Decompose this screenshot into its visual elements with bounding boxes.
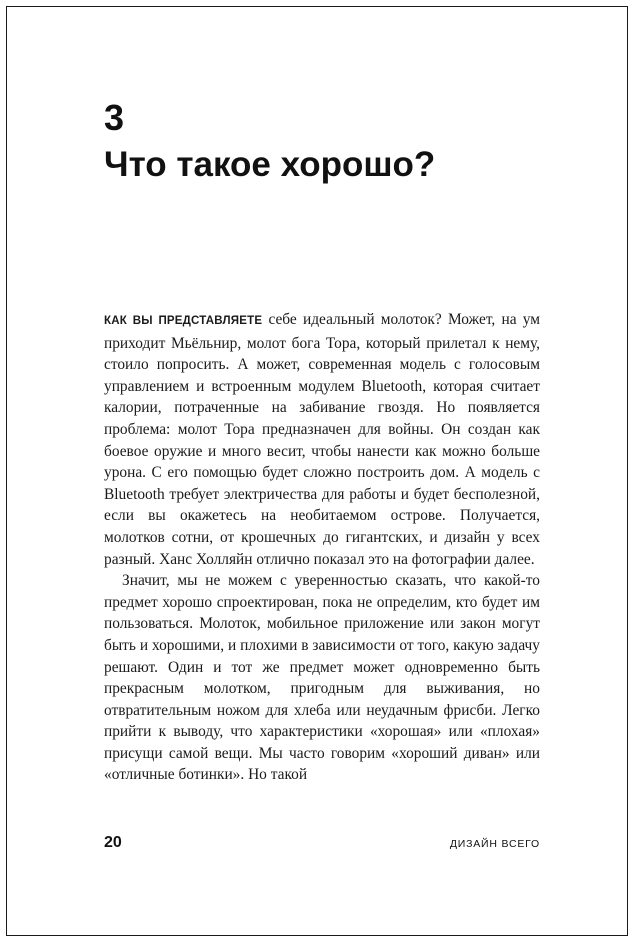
chapter-number: 3 xyxy=(104,97,125,138)
paragraph-1 xyxy=(104,309,540,570)
paragraph-2: Значит, мы не можем с уверенностью сказать, что какой-то предмет хорошо спроектирован, пока не определим, кто будет им пользоваться. Молоток, мобильное приложение или закон могут быть и хорошими, и плохими в зависимости от того, какую задачу решают. Один и тот же предмет может одновременно быть прекрасным молотком, пригодным для выживания, но отвратительным ножом для хлеба или неудачным фрисби. Легко прийти к выводу, что характеристики «хорошая» или «плохая» присущи самой вещи. Мы часто говорим «хороший диван» или «отличные ботинки». Но такой xyxy=(104,572,540,784)
running-footer-book-title: ДИЗАЙН ВСЕГО xyxy=(449,838,540,850)
body-text xyxy=(104,309,540,786)
page-number: 20 xyxy=(104,834,122,851)
lead-in-caps: КАК ВЫ ПРЕДСТАВЛЯЕТЕ xyxy=(104,315,263,327)
paragraph-1-text: себе идеальный молоток? Может, на ум приходит Мьёльнир, молот бога Тора, который прилетал к нему, стоило попросить. А может, современная модель с голосовым управлением и встроенным модулем Bluetooth, которая считает калории, потраченные на забивание гвоздя. Но появляется проблема: молот Тора предназначен для войны. Он создан как боевое оружие и много весит, чтобы нанести как можно больше урона. С его помощью будет сложно построить дом. А модель с Bluetooth требует электричества для работы и будет бесполезной, если вы окажетесь на необитаемом острове. Получается, молотков сотни, от крошечных до гигантских, и дизайн у всех разный. Ханс Холляйн отлично показал это на фотографии далее. xyxy=(104,311,540,568)
chapter-title: Что такое хорошо? xyxy=(104,145,436,184)
